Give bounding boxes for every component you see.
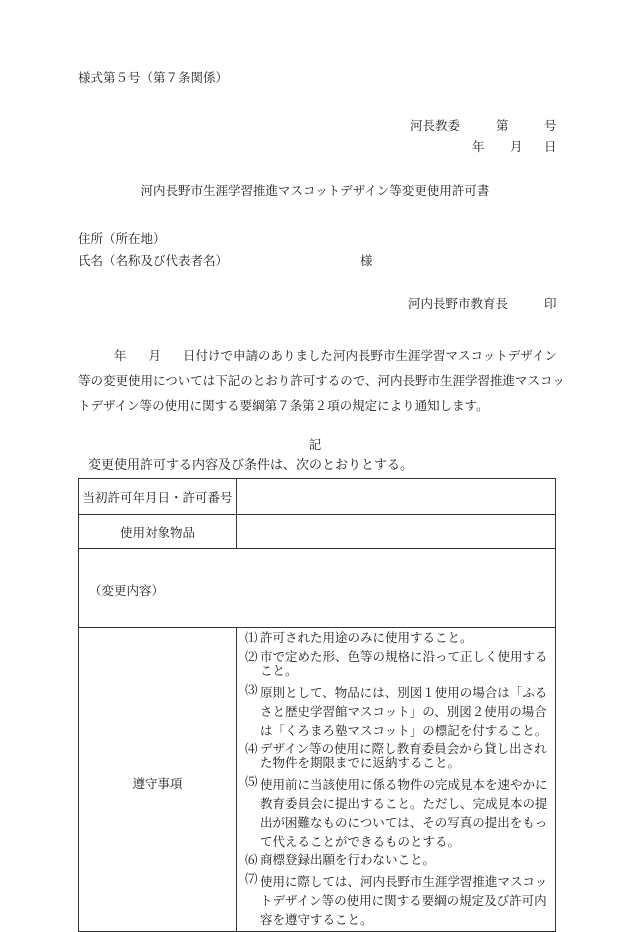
table-row: [79, 515, 556, 549]
rule-item: ⑴ 許可された用途のみに使用すること。: [245, 630, 473, 645]
target-item-value[interactable]: [237, 515, 556, 549]
table-row: [79, 628, 556, 932]
date-year-label: 年: [472, 139, 485, 154]
original-permit-value[interactable]: [237, 479, 556, 515]
reference-prefix: 河長教委: [410, 118, 461, 133]
body-line-1-text: 日付けで申請のありました河内長野市生涯学習マスコットデザイン: [183, 348, 557, 363]
reference-dai: 第: [496, 118, 509, 133]
compliance-label: 遵守事項: [79, 628, 237, 932]
rule-item: ⑷ デザイン等の使用に際し教育委員会から貸し出された物件を期限までに返納すること。: [245, 741, 547, 770]
change-content-cell[interactable]: [79, 549, 556, 628]
body-month: 月: [148, 348, 162, 363]
permission-table: [78, 478, 556, 932]
target-item-label: 使用対象物品: [79, 515, 237, 549]
compliance-rules: [237, 628, 556, 932]
form-number: 様式第５号（第７条関係）: [78, 70, 229, 85]
rule-item: ⑹ 商標登録出願を行わないこと。: [245, 852, 436, 867]
table-row: [79, 479, 556, 515]
rule-item: ⑶ 原則として、物品には、別図１使用の場合は「ふるさと歴史学習館マスコット」の、別図２使用の場合は「くろまろ塾マスコット」の標記を付すること。: [245, 682, 548, 738]
change-content-label: （変更内容）: [89, 583, 165, 598]
body-line-1: [78, 343, 558, 368]
body-line-3: トデザイン等の使用に関する要綱第７条第２項の規定により通知します。: [78, 398, 489, 413]
document-title: 河内長野市生涯学習推進マスコットデザイン等変更使用許可書: [140, 183, 490, 198]
body-line-2: 等の変更使用については下記のとおり許可するので、河内長野市生涯学習推進マスコッ: [78, 373, 565, 388]
rule-item: ⑸ 使用前に当該使用に係る物件の完成見本を速やかに教育委員会に提出すること。ただし、完成見本の提出が困難なものについては、その写真の提出をもって代えることができるものとする。: [245, 774, 548, 849]
notice-body: [78, 343, 565, 418]
table-row: [79, 549, 556, 628]
body-year: 年: [114, 348, 127, 363]
name-label: 氏名（名称及び代表者名）: [78, 253, 229, 268]
date-month-label: 月: [510, 139, 523, 154]
date-day-label: 日: [544, 139, 557, 154]
ki-heading: 記: [308, 437, 322, 452]
rule-item: ⑵ 市で定めた形、色等の規格に沿って正しく使用すること。: [245, 649, 548, 678]
reference-go: 号: [544, 118, 557, 133]
original-permit-label: 当初許可年月日・許可番号: [79, 479, 237, 515]
address-label: 住所（所在地）: [78, 231, 166, 246]
honorific-sama: 様: [360, 253, 373, 268]
seal-mark: 印: [544, 296, 557, 311]
rule-item: ⑺ 使用に際しては、河内長野市生涯学習推進マスコットデザイン等の使用に関する要綱の規定及び許可内容を遵守すること。: [245, 871, 548, 927]
conditions-lead: 変更使用許可する内容及び条件は、次のとおりとする。: [88, 458, 414, 473]
issuer-name: 河内長野市教育長: [408, 296, 509, 311]
